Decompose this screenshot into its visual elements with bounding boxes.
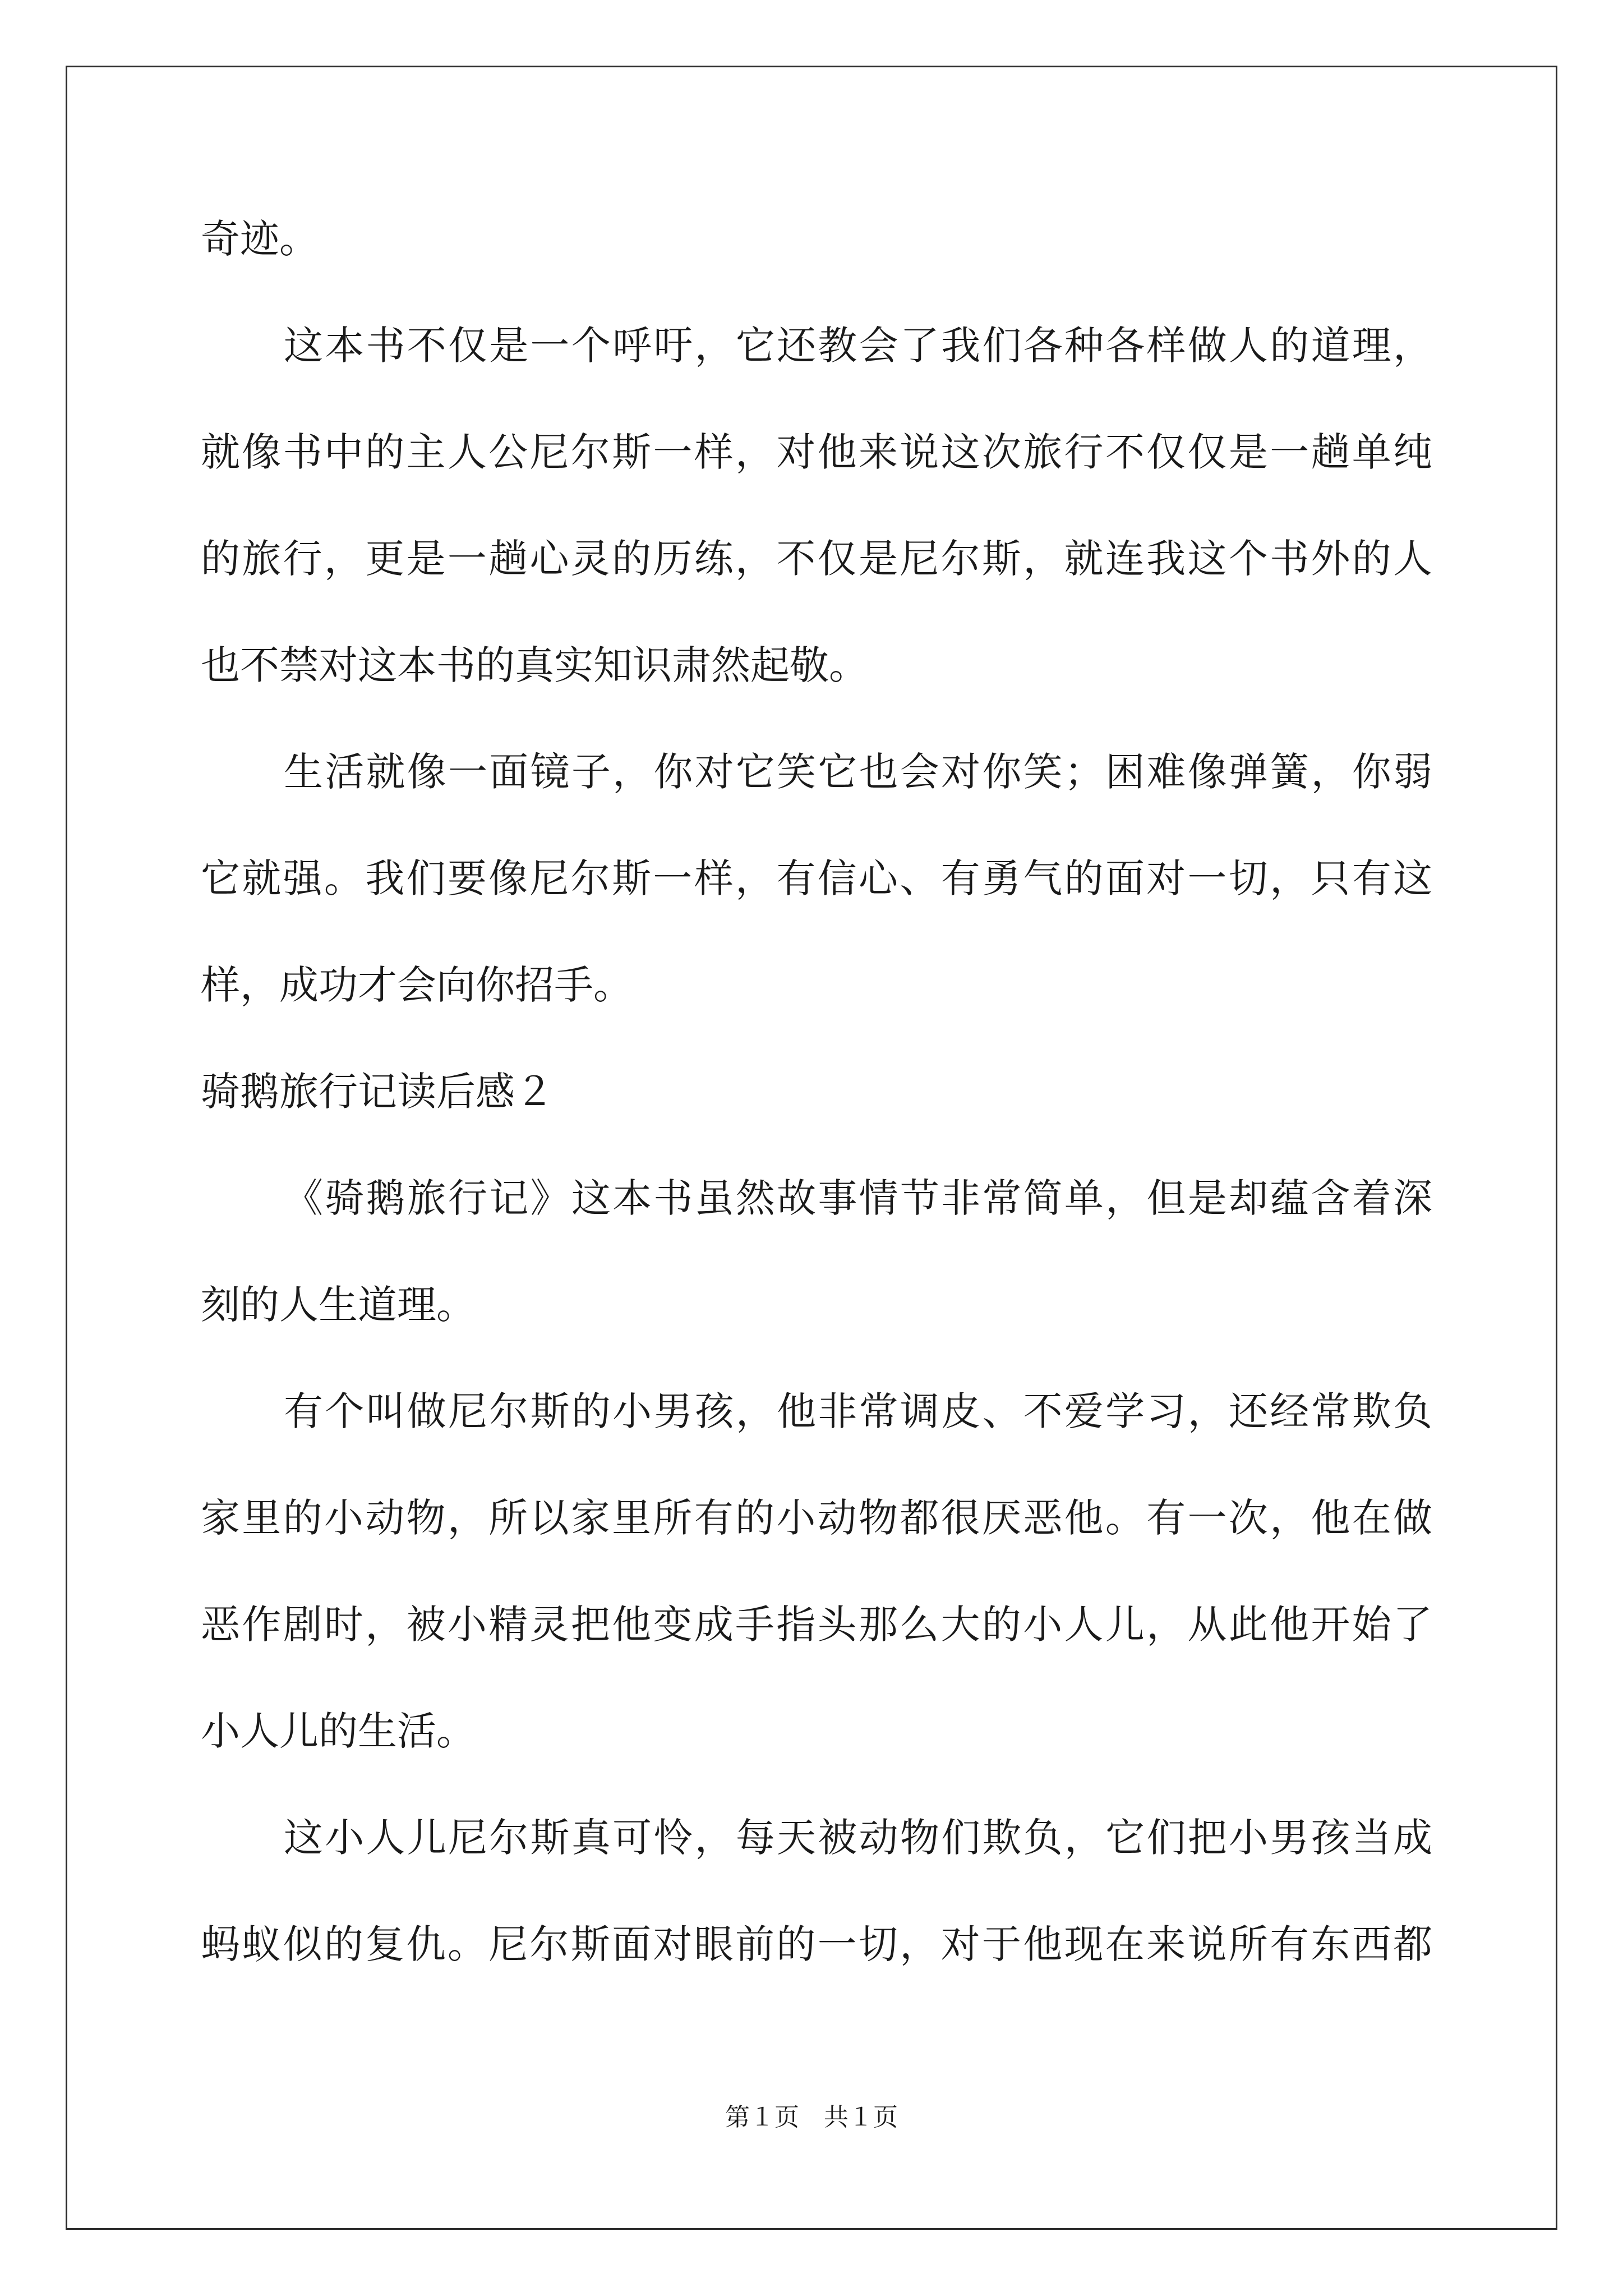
text-line: 《骑鹅旅行记》这本书虽然故事情节非常简单，但是却蕴含着深: [284, 1175, 1432, 1221]
text-line: 家里的小动物，所以家里所有的小动物都很厌恶他。有一次，他在做: [201, 1495, 1432, 1541]
section-heading: 骑鹅旅行记读后感２: [201, 1069, 554, 1115]
text-line: 它就强。我们要像尼尔斯一样，有信心、有勇气的面对一切，只有这: [201, 855, 1432, 901]
text-line: 生活就像一面镜子，你对它笑它也会对你笑；困难像弹簧，你弱: [284, 749, 1432, 795]
text-line: 有个叫做尼尔斯的小男孩，他非常调皮、不爱学习，还经常欺负: [284, 1388, 1432, 1434]
text-line: 也不禁对这本书的真实知识肃然起敬。: [201, 642, 868, 688]
text-line: 就像书中的主人公尼尔斯一样，对他来说这次旅行不仅仅是一趟单纯: [201, 429, 1432, 475]
page-number-footer: 第１页 共１页: [725, 2103, 898, 2132]
text-line: 小人儿的生活。: [201, 1708, 476, 1754]
text-line: 刻的人生道理。: [201, 1282, 476, 1328]
text-line: 的旅行，更是一趟心灵的历练，不仅是尼尔斯，就连我这个书外的人: [201, 536, 1432, 582]
text-line: 蚂蚁似的复仇。尼尔斯面对眼前的一切，对于他现在来说所有东西都: [201, 1921, 1432, 1967]
text-line: 样，成功才会向你招手。: [201, 962, 633, 1008]
document-body: [201, 212, 1432, 2024]
text-line: 这本书不仅是一个呼吁，它还教会了我们各种各样做人的道理，: [284, 323, 1432, 369]
text-line: 奇迹。: [201, 216, 319, 262]
text-line: 恶作剧时，被小精灵把他变成手指头那么大的小人儿，从此他开始了: [201, 1602, 1432, 1648]
text-line: 这小人儿尼尔斯真可怜，每天被动物们欺负，它们把小男孩当成: [284, 1815, 1432, 1861]
